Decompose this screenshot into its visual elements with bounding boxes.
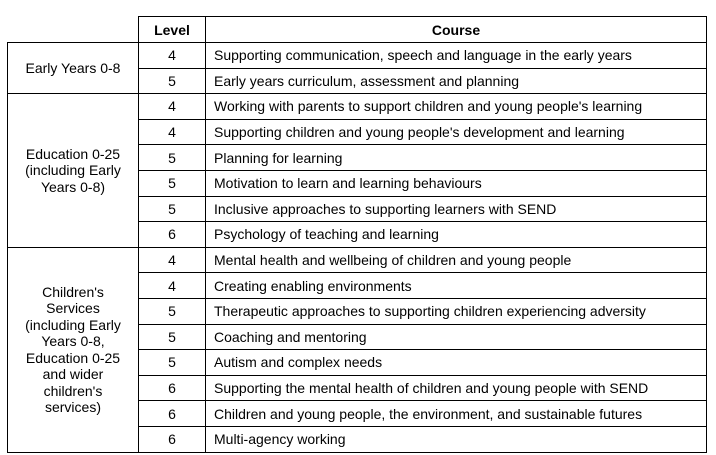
- course-cell: Psychology of teaching and learning: [206, 222, 707, 248]
- table-row: [8, 247, 707, 273]
- course-cell: Early years curriculum, assessment and planning: [206, 68, 707, 94]
- level-cell: 4: [139, 119, 206, 145]
- course-cell: Supporting communication, speech and language in the early years: [206, 43, 707, 69]
- level-cell: 6: [139, 426, 206, 452]
- course-cell: Supporting the mental health of children and young people with SEND: [206, 375, 707, 401]
- level-cell: 4: [139, 43, 206, 69]
- level-cell: 6: [139, 375, 206, 401]
- level-cell: 6: [139, 222, 206, 248]
- level-cell: 5: [139, 350, 206, 376]
- courses-table: [7, 16, 707, 453]
- header-blank: [8, 17, 139, 43]
- course-cell: Supporting children and young people's development and learning: [206, 119, 707, 145]
- table-body: [8, 43, 707, 453]
- level-cell: 4: [139, 247, 206, 273]
- level-cell: 5: [139, 68, 206, 94]
- header-row: [8, 17, 707, 43]
- course-cell: Planning for learning: [206, 145, 707, 171]
- header-course: Course: [206, 17, 707, 43]
- level-cell: 5: [139, 196, 206, 222]
- course-cell: Mental health and wellbeing of children and young people: [206, 247, 707, 273]
- level-cell: 5: [139, 145, 206, 171]
- table-row: [8, 94, 707, 120]
- level-cell: 5: [139, 324, 206, 350]
- course-cell: Coaching and mentoring: [206, 324, 707, 350]
- course-cell: Children and young people, the environment, and sustainable futures: [206, 401, 707, 427]
- level-cell: 5: [139, 298, 206, 324]
- level-cell: 5: [139, 170, 206, 196]
- group-childrens-services: Children's Services (including Early Years 0-8, Education 0-25 and wider children's services): [8, 247, 139, 452]
- group-education: Education 0-25 (including Early Years 0-8): [8, 94, 139, 248]
- course-cell: Creating enabling environments: [206, 273, 707, 299]
- level-cell: 6: [139, 401, 206, 427]
- group-early-years: Early Years 0-8: [8, 43, 139, 94]
- header-level: Level: [139, 17, 206, 43]
- course-cell: Working with parents to support children and young people's learning: [206, 94, 707, 120]
- level-cell: 4: [139, 94, 206, 120]
- course-cell: Autism and complex needs: [206, 350, 707, 376]
- course-cell: Multi-agency working: [206, 426, 707, 452]
- level-cell: 4: [139, 273, 206, 299]
- course-cell: Therapeutic approaches to supporting children experiencing adversity: [206, 298, 707, 324]
- table-row: [8, 43, 707, 69]
- course-cell: Motivation to learn and learning behaviours: [206, 170, 707, 196]
- course-cell: Inclusive approaches to supporting learners with SEND: [206, 196, 707, 222]
